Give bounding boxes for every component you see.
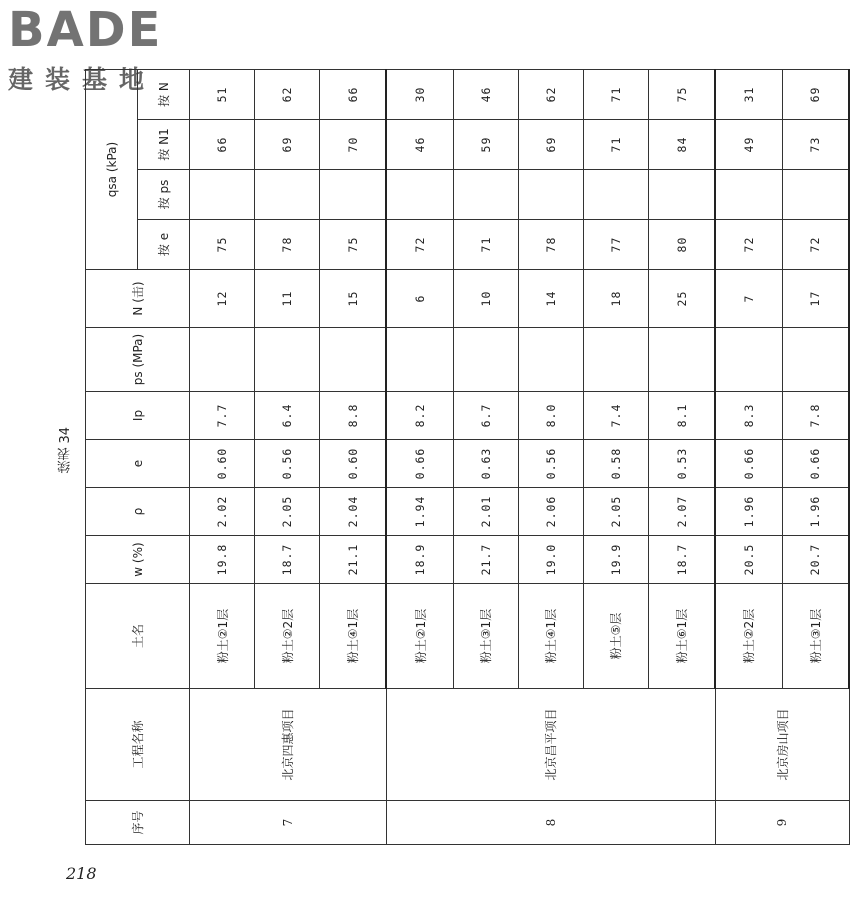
cell-by-n1: 69 [255, 120, 320, 170]
cell-by-n: 66 [320, 69, 387, 119]
header-ip: Ip [86, 392, 190, 440]
cell-ps [386, 328, 453, 392]
cell-by-n1: 49 [715, 120, 782, 170]
cell-by-ps [782, 170, 849, 220]
cell-n: 15 [320, 270, 387, 328]
cell-by-n1: 66 [190, 120, 255, 170]
cell-rho: 2.02 [190, 488, 255, 536]
cell-rho: 2.05 [583, 488, 648, 536]
cell-n: 12 [190, 270, 255, 328]
cell-e: 0.53 [648, 440, 715, 488]
cell-e: 0.60 [190, 440, 255, 488]
cell-w: 18.7 [255, 536, 320, 584]
cell-by-ps [320, 170, 387, 220]
cell-ip: 8.1 [648, 392, 715, 440]
cell-n: 6 [386, 270, 453, 328]
cell-project: 北京昌平项目 [386, 689, 715, 801]
cell-project: 北京房山项目 [715, 689, 849, 801]
cell-soil: 粉土④1层 [518, 584, 583, 689]
cell-rho: 1.96 [715, 488, 782, 536]
cell-by-n1: 84 [648, 120, 715, 170]
cell-soil: 粉土③1层 [453, 584, 518, 689]
cell-ps [453, 328, 518, 392]
cell-rho: 2.07 [648, 488, 715, 536]
cell-by-n1: 46 [386, 120, 453, 170]
cell-rho: 2.04 [320, 488, 387, 536]
cell-by-n: 46 [453, 69, 518, 119]
cell-by-e: 78 [518, 220, 583, 270]
cell-n: 11 [255, 270, 320, 328]
cell-by-e: 75 [190, 220, 255, 270]
cell-by-n: 51 [190, 69, 255, 119]
cell-soil: 粉土②1层 [386, 584, 453, 689]
cell-by-n: 62 [255, 69, 320, 119]
rotated-table-container [85, 70, 850, 845]
cell-by-ps [583, 170, 648, 220]
cell-by-n1: 70 [320, 120, 387, 170]
cell-by-n: 75 [648, 69, 715, 119]
cell-by-e: 78 [255, 220, 320, 270]
cell-by-e: 72 [386, 220, 453, 270]
cell-e: 0.58 [583, 440, 648, 488]
cell-by-n1: 59 [453, 120, 518, 170]
header-by-e: 按 e [138, 220, 190, 270]
cell-e: 0.60 [320, 440, 387, 488]
cell-ps [648, 328, 715, 392]
table-body [190, 69, 850, 844]
header-e: e [86, 440, 190, 488]
cell-seq: 7 [190, 801, 387, 845]
cell-ps [782, 328, 849, 392]
cell-by-e: 77 [583, 220, 648, 270]
cell-w: 19.9 [583, 536, 648, 584]
cell-seq: 8 [386, 801, 715, 845]
header-qsa: qsa (kPa) [86, 69, 138, 269]
table-caption: 续表 34 [58, 427, 73, 474]
cell-e: 0.66 [715, 440, 782, 488]
cell-by-ps [715, 170, 782, 220]
cell-project: 北京四惠项目 [190, 689, 387, 801]
logo-tagline: 建装基地 [8, 65, 157, 94]
header-n: N (击) [86, 270, 190, 328]
header-w: w (%) [86, 536, 190, 584]
cell-w: 21.1 [320, 536, 387, 584]
cell-ps [320, 328, 387, 392]
cell-n: 25 [648, 270, 715, 328]
cell-soil: 粉土②1层 [190, 584, 255, 689]
cell-ps [715, 328, 782, 392]
cell-rho: 1.96 [782, 488, 849, 536]
cell-e: 0.56 [255, 440, 320, 488]
cell-by-n: 71 [583, 69, 648, 119]
logo-brand: BADE [8, 2, 163, 58]
cell-ip: 6.7 [453, 392, 518, 440]
table-row [715, 69, 782, 844]
cell-w: 18.9 [386, 536, 453, 584]
cell-by-ps [648, 170, 715, 220]
header-by-n: 按 N [138, 69, 190, 119]
cell-e: 0.66 [386, 440, 453, 488]
cell-by-e: 75 [320, 220, 387, 270]
cell-n: 10 [453, 270, 518, 328]
cell-ip: 8.8 [320, 392, 387, 440]
cell-ip: 8.2 [386, 392, 453, 440]
cell-by-e: 72 [715, 220, 782, 270]
cell-ip: 7.4 [583, 392, 648, 440]
cell-by-n: 31 [715, 69, 782, 119]
cell-by-e: 80 [648, 220, 715, 270]
header-by-ps: 按 ps [138, 170, 190, 220]
cell-by-e: 71 [453, 220, 518, 270]
cell-seq: 9 [715, 801, 849, 845]
cell-ip: 6.4 [255, 392, 320, 440]
table-row [190, 69, 255, 844]
cell-w: 20.5 [715, 536, 782, 584]
table-row [386, 69, 453, 844]
header-seq: 序号 [86, 801, 190, 845]
cell-ps [518, 328, 583, 392]
cell-soil: 粉土②2层 [255, 584, 320, 689]
cell-by-e: 72 [782, 220, 849, 270]
cell-soil: 粉土⑤层 [583, 584, 648, 689]
cell-by-n1: 73 [782, 120, 849, 170]
cell-e: 0.63 [453, 440, 518, 488]
cell-by-ps [190, 170, 255, 220]
cell-w: 20.7 [782, 536, 849, 584]
header-ps: ps (MPa) [86, 328, 190, 392]
cell-soil: 粉土②2层 [715, 584, 782, 689]
page-number: 218 [66, 864, 97, 883]
cell-n: 7 [715, 270, 782, 328]
cell-n: 18 [583, 270, 648, 328]
cell-rho: 2.01 [453, 488, 518, 536]
cell-ip: 7.8 [782, 392, 849, 440]
cell-e: 0.66 [782, 440, 849, 488]
cell-w: 21.7 [453, 536, 518, 584]
cell-by-ps [453, 170, 518, 220]
cell-ip: 8.3 [715, 392, 782, 440]
header-rho: ρ [86, 488, 190, 536]
header-soil: 土名 [86, 584, 190, 689]
cell-w: 18.7 [648, 536, 715, 584]
cell-by-n: 30 [386, 69, 453, 119]
soil-data-table [85, 69, 850, 845]
cell-ip: 8.0 [518, 392, 583, 440]
cell-e: 0.56 [518, 440, 583, 488]
cell-ip: 7.7 [190, 392, 255, 440]
cell-soil: 粉土③1层 [782, 584, 849, 689]
cell-by-n: 62 [518, 69, 583, 119]
cell-soil: 粉土⑥1层 [648, 584, 715, 689]
cell-ps [190, 328, 255, 392]
cell-by-n1: 71 [583, 120, 648, 170]
cell-w: 19.0 [518, 536, 583, 584]
cell-ps [255, 328, 320, 392]
cell-w: 19.8 [190, 536, 255, 584]
cell-rho: 2.06 [518, 488, 583, 536]
cell-by-ps [255, 170, 320, 220]
header-by-n1: 按 N1 [138, 120, 190, 170]
cell-soil: 粉土④1层 [320, 584, 387, 689]
cell-by-ps [386, 170, 453, 220]
cell-rho: 2.05 [255, 488, 320, 536]
cell-by-n: 69 [782, 69, 849, 119]
cell-rho: 1.94 [386, 488, 453, 536]
cell-by-n1: 69 [518, 120, 583, 170]
cell-n: 17 [782, 270, 849, 328]
cell-n: 14 [518, 270, 583, 328]
header-project: 工程名称 [86, 689, 190, 801]
cell-by-ps [518, 170, 583, 220]
cell-ps [583, 328, 648, 392]
